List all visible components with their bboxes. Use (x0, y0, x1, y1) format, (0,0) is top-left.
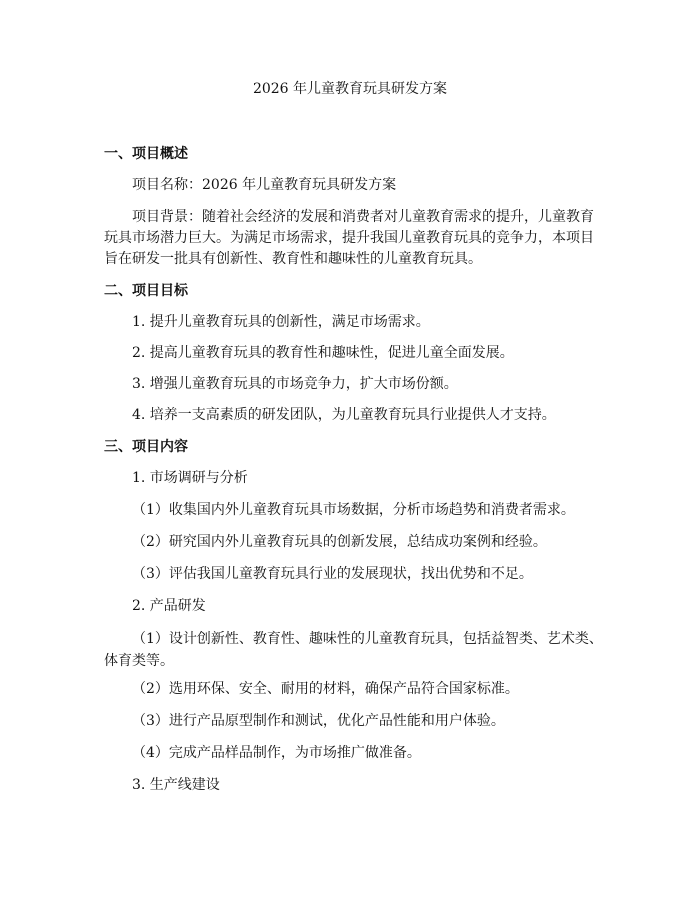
goal-item: 2. 提高儿童教育玩具的教育性和趣味性，促进儿童全面发展。 (132, 345, 514, 361)
document-title: 2026 年儿童教育玩具研发方案 (252, 81, 448, 97)
subsection-label-production-line: 3. 生产线建设 (132, 777, 220, 793)
development-item: （2）选用环保、安全、耐用的材料，确保产品符合国家标准。 (132, 681, 519, 697)
development-item: （3）进行产品原型制作和测试，优化产品性能和用户体验。 (132, 713, 505, 729)
section-heading-goals: 二、项目目标 (104, 283, 188, 299)
research-item: （1）收集国内外儿童教育玩具市场数据，分析市场趋势和消费者需求。 (132, 502, 575, 518)
project-background-paragraph: 项目背景：随着社会经济的发展和消费者对儿童教育需求的提升，儿童教育玩具市场潜力巨大。为满足市场需求，提升我国儿童教育玩具的竞争力，本项目旨在研发一批具有创新性、教育性和趣味性的儿童教育玩具。 (104, 209, 594, 267)
goal-item: 4. 培养一支高素质的研发团队，为儿童教育玩具行业提供人才支持。 (132, 407, 556, 423)
development-item: （4）完成产品样品制作，为市场推广做准备。 (132, 745, 421, 761)
goal-item: 1. 提升儿童教育玩具的创新性，满足市场需求。 (132, 314, 430, 330)
goal-item: 3. 增强儿童教育玩具的市场竞争力，扩大市场份额。 (132, 376, 458, 392)
development-item: （1）设计创新性、教育性、趣味性的儿童教育玩具，包括益智类、艺术类、体育类等。 (104, 631, 603, 669)
subsection-label-market-research: 1. 市场调研与分析 (132, 470, 248, 486)
research-item: （2）研究国内外儿童教育玩具的创新发展，总结成功案例和经验。 (132, 534, 547, 550)
section-heading-overview: 一、项目概述 (104, 146, 188, 162)
project-name-paragraph: 项目名称：2026 年儿童教育玩具研发方案 (132, 177, 397, 193)
subsection-label-product-development: 2. 产品研发 (132, 598, 206, 614)
section-heading-content: 三、项目内容 (104, 439, 188, 455)
research-item: （3）评估我国儿童教育玩具行业的发展现状，找出优势和不足。 (132, 566, 533, 582)
